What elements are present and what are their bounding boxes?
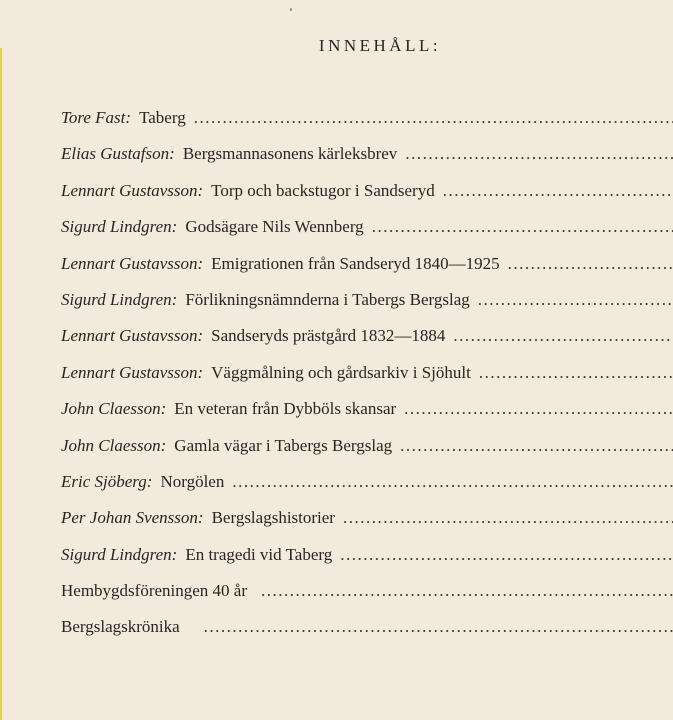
toc-entry	[61, 326, 673, 362]
toc-entry	[61, 254, 673, 290]
toc-entry-author: John Claesson:	[61, 399, 167, 419]
toc-entry-author: Sigurd Lindgren:	[61, 544, 178, 564]
toc-entry-title: Bergslagshistorier	[211, 508, 335, 528]
dot-leader	[404, 399, 673, 419]
toc-entry-author: Per Johan Svensson:	[61, 508, 204, 528]
toc-entry-title: Bergslagskrönika	[61, 617, 180, 637]
dot-leader	[343, 508, 673, 528]
toc-entry-title: Hembygdsföreningen 40 år	[61, 581, 248, 601]
toc-entry-author: Lennart Gustavsson:	[61, 180, 204, 200]
toc-entry	[61, 144, 673, 180]
dot-leader	[194, 108, 673, 128]
dot-leader	[478, 290, 673, 310]
dot-leader	[340, 545, 673, 565]
toc-entry	[61, 472, 673, 508]
toc-entry-author: Sigurd Lindgren:	[61, 217, 178, 237]
toc-entry-title: Gamla vägar i Tabergs Bergslag	[174, 435, 393, 455]
toc-entry	[61, 217, 673, 253]
toc-entry-author: Eric Sjöberg:	[61, 471, 153, 491]
toc-entry-title: Bergsmannasonens kärleksbrev	[182, 144, 398, 164]
paper-speck	[290, 8, 292, 11]
toc-entry	[61, 363, 673, 399]
toc-entry-author: Lennart Gustavsson:	[61, 362, 204, 382]
toc-entry-title: Godsägare Nils Wennberg	[185, 217, 364, 237]
toc-entry-title: Väggmålning och gårdsarkiv i Sjöhult	[211, 362, 471, 382]
toc-entry-title: Förlikningsnämnderna i Tabergs Bergslag	[185, 289, 470, 309]
toc-entry	[61, 508, 673, 544]
toc-entry-author: John Claesson:	[61, 435, 167, 455]
table-of-contents	[61, 108, 673, 654]
toc-entry-title: Torp och backstugor i Sandseryd	[211, 180, 435, 200]
toc-entry-title: Norgölen	[160, 471, 225, 491]
toc-entry-title: Taberg	[139, 108, 186, 127]
toc-entry-author: Sigurd Lindgren:	[61, 289, 178, 309]
toc-entry	[61, 436, 673, 472]
dot-leader	[232, 472, 673, 492]
dot-leader	[372, 217, 673, 237]
toc-entry-author: Tore Fast:	[61, 108, 132, 127]
toc-entry	[61, 108, 673, 144]
dot-leader	[261, 581, 673, 601]
page-edge-strip	[0, 48, 2, 720]
toc-entry	[61, 617, 673, 653]
toc-entry-title: En tragedi vid Taberg	[185, 544, 333, 564]
dot-leader	[405, 144, 673, 164]
toc-entry	[61, 545, 673, 581]
toc-entry	[61, 581, 673, 617]
toc-entry	[61, 181, 673, 217]
toc-entry-title: Sandseryds prästgård 1832—1884	[211, 326, 446, 346]
toc-entry	[61, 399, 673, 435]
toc-entry-title: Emigrationen från Sandseryd 1840—1925	[211, 253, 500, 273]
page-title: INNEHÅLL:	[318, 36, 442, 55]
dot-leader	[479, 363, 673, 383]
dot-leader	[453, 326, 673, 346]
toc-entry-author: Lennart Gustavsson:	[61, 326, 204, 346]
dot-leader	[400, 436, 673, 456]
toc-entry-title: En veteran från Dybböls skansar	[174, 399, 397, 419]
toc-entry	[61, 290, 673, 326]
toc-entry-author: Elias Gustafson:	[61, 144, 175, 164]
dot-leader	[508, 254, 673, 274]
dot-leader	[443, 181, 673, 201]
toc-entry-author: Lennart Gustavsson:	[61, 253, 204, 273]
dot-leader	[204, 617, 673, 637]
